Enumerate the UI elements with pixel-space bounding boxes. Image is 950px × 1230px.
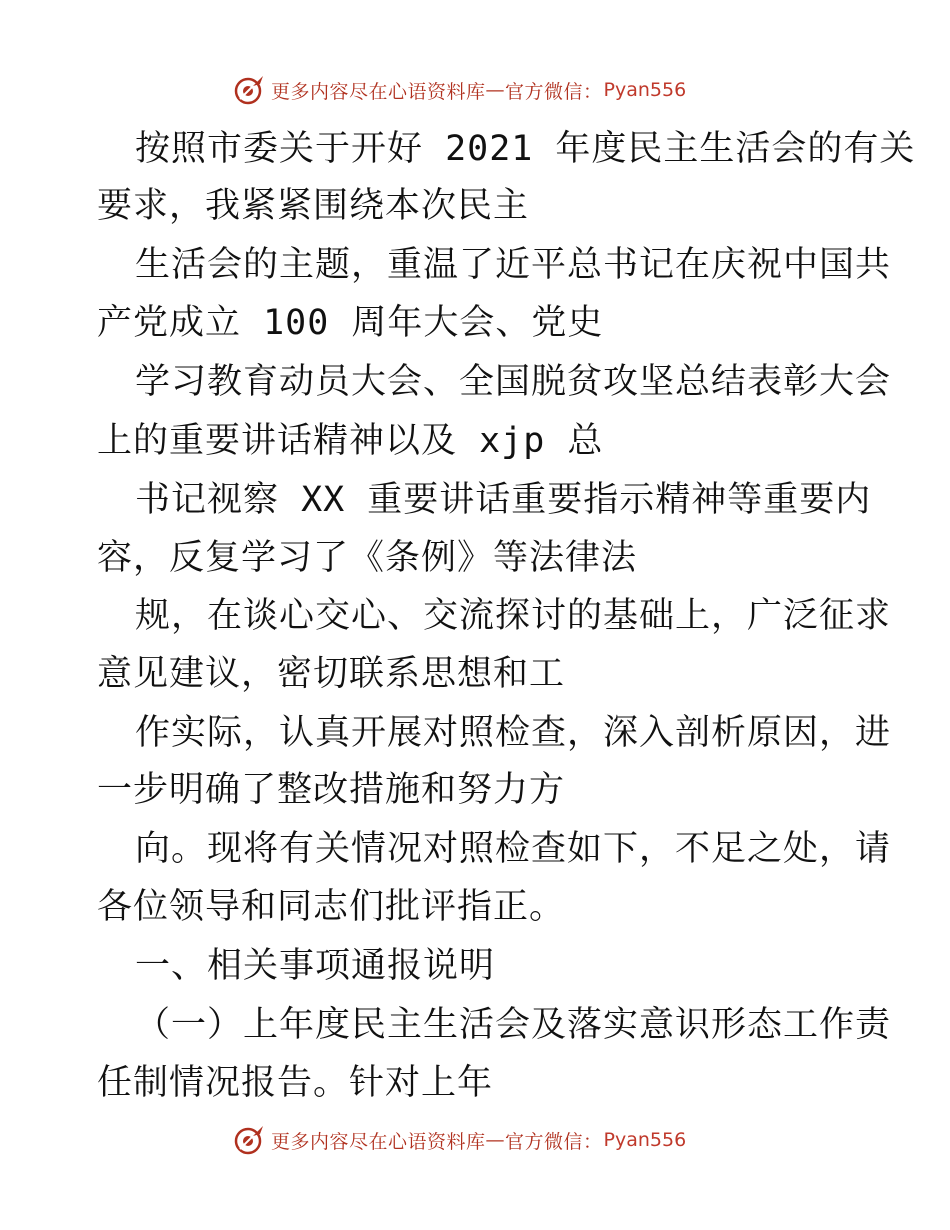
text-line: 向。现将有关情况对照检查如下，不足之处，请 — [135, 829, 892, 869]
text-line: 上的重要讲话精神以及 xjp 总 — [97, 421, 604, 461]
quill-logo-icon — [233, 1124, 265, 1156]
watermark-dash: — — [485, 1129, 506, 1151]
text-line: 要求，我紧紧围绕本次民主 — [97, 186, 530, 226]
watermark-label: 官方微信： — [505, 1130, 603, 1153]
text-line: 各位领导和同志们批评指正。 — [97, 887, 566, 927]
watermark-text: 更多内容尽在心语资料库 — [271, 1130, 486, 1153]
quill-logo-icon — [233, 74, 265, 106]
text-line: 规，在谈心交心、交流探讨的基础上，广泛征求 — [135, 596, 892, 636]
watermark-text: 更多内容尽在心语资料库 — [271, 80, 486, 103]
text-line: 作实际，认真开展对照检查，深入剖析原因，进 — [135, 713, 892, 753]
watermark-label: 官方微信： — [505, 80, 603, 103]
watermark-id: Pyan556 — [603, 1129, 687, 1151]
section-heading: 一、相关事项通报说明 — [135, 946, 496, 986]
header-watermark — [233, 73, 686, 107]
watermark-id: Pyan556 — [603, 79, 687, 101]
text-line: 一步明确了整改措施和努力方 — [97, 770, 566, 810]
footer-watermark — [233, 1123, 686, 1157]
text-line: 意见建议，密切联系思想和工 — [97, 654, 566, 694]
text-line: 按照市委关于开好 2021 年度民主生活会的有关 — [135, 129, 916, 169]
text-line: （一）上年度民主生活会及落实意识形态工作责 — [135, 1005, 892, 1045]
text-line: 生活会的主题，重温了近平总书记在庆祝中国共 — [135, 245, 892, 285]
text-line: 学习教育动员大会、全国脱贫攻坚总结表彰大会 — [135, 362, 892, 402]
text-line: 书记视察 XX 重要讲话重要指示精神等重要内 — [135, 480, 872, 520]
watermark-dash: — — [485, 79, 506, 101]
text-line: 容，反复学习了《条例》等法律法 — [97, 538, 638, 578]
text-line: 任制情况报告。针对上年 — [97, 1063, 494, 1103]
text-line: 产党成立 100 周年大会、党史 — [97, 303, 604, 343]
